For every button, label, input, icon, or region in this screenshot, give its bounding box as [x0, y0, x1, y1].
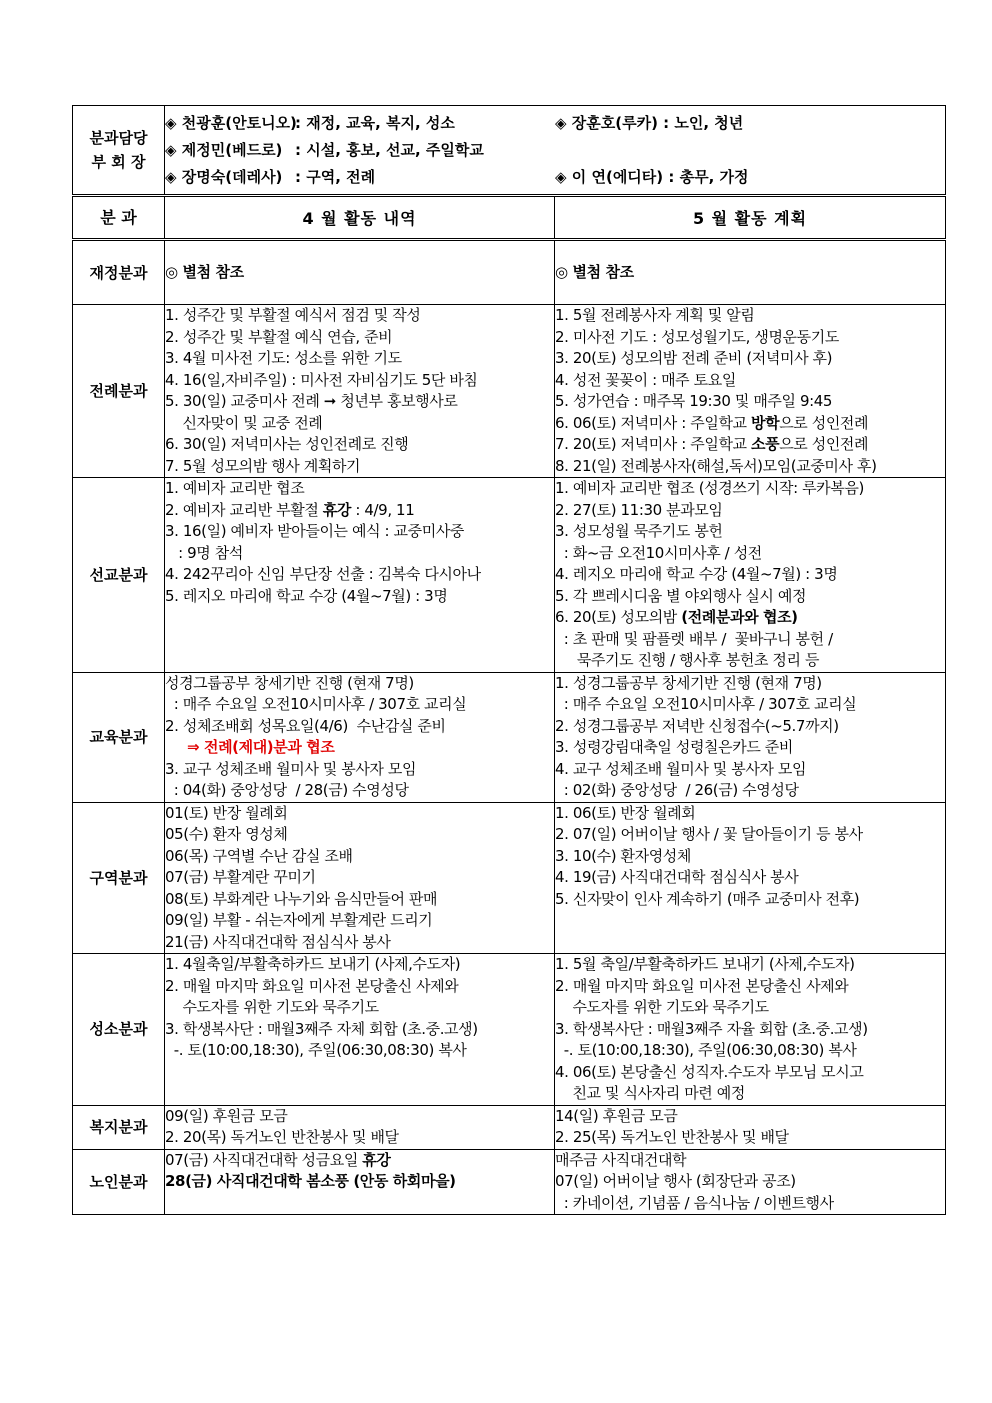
may-cell [555, 802, 946, 954]
text-line: 4. 06(토) 본당출신 성직자.수도자 부모님 모시고 [555, 1062, 864, 1081]
text-line: 2. 27(토) 11:30 분과모임 [555, 500, 723, 519]
officers-list [165, 106, 946, 196]
text-line: : 매주 수요일 오전10시미사후 / 307호 교리실 [555, 695, 857, 713]
text-line: 05(수) 환자 영성체 [165, 825, 288, 843]
text-line: 1. 06(토) 반장 월례회 [555, 803, 696, 822]
text-line: 7. 5월 성모의밤 행사 계획하기 [165, 456, 361, 475]
officers-row [73, 106, 946, 196]
officers-label [73, 106, 165, 196]
officer-row-2 [165, 137, 945, 164]
bold-part: 휴강 [362, 1150, 391, 1169]
text-line: 4. 16(일,자비주일) : 미사전 자비심기도 5단 바침 [165, 370, 478, 389]
division-label: 노인분과 [73, 1149, 165, 1215]
text-line: 09(일) 후원금 모금 [165, 1106, 288, 1125]
officer-name: ◈ 제정민(베드로) [165, 140, 283, 159]
text-line: 2. 성경그룹공부 저녁반 신청접수(~5.7까지) [555, 716, 839, 735]
officer-duty: : 시설, 홍보, 선교, 주일학교 [295, 140, 484, 159]
april-cell [165, 1149, 555, 1215]
may-cell [555, 240, 946, 305]
text-line: 2. 25(목) 독거노인 반찬봉사 및 배달 [555, 1128, 789, 1146]
text-line: 1. 예비자 교리반 협조 [165, 479, 305, 497]
text-line: 07(일) 어버이날 행사 (회장단과 공조) [555, 1172, 796, 1190]
text-line: : 매주 수요일 오전10시미사후 / 307호 교리실 [165, 695, 467, 713]
bold-part: (전례분과와 협조) [681, 608, 798, 626]
text-line: 5. 30(일) 교중미사 전례 ➞ 청년부 홍보행사로 [165, 392, 458, 410]
may-cell [555, 478, 946, 673]
april-cell [165, 478, 555, 673]
text-line: 3. 성모성월 묵주기도 봉헌 [555, 522, 723, 540]
row-finance [73, 240, 946, 305]
officer-row-3 [165, 164, 945, 191]
may-cell [555, 672, 946, 802]
text-line: 매주금 사직대건대학 [555, 1150, 687, 1169]
text-line: 28(금) 사직대건대학 봄소풍 (안동 하회마을) [165, 1172, 456, 1190]
text-part: 으로 성인전례 [779, 435, 869, 453]
text-line: : 02(화) 중앙성당 / 26(금) 수영성당 [555, 781, 799, 799]
text-line: 3. 20(토) 성모의밤 전례 준비 (저녁미사 후) [555, 349, 833, 367]
text-line: 3. 성령강림대축일 성령칠은카드 준비 [555, 738, 793, 756]
text-line: 21(금) 사직대건대학 점심식사 봉사 [165, 932, 391, 951]
division-label: 전례분과 [73, 305, 165, 478]
division-label: 교육분과 [73, 672, 165, 802]
text-line: 2. 매월 마지막 화요일 미사전 본당출신 사제와 [165, 976, 459, 995]
officer-row-1 [165, 110, 945, 137]
text-part: 으로 성인전례 [779, 413, 869, 432]
text-line: 2. 07(일) 어버이날 행사 / 꽃 달아들이기 등 봉사 [555, 825, 863, 843]
text-line: 2. 20(목) 독거노인 반찬봉사 및 배달 [165, 1128, 399, 1146]
text-line: 3. 10(수) 환자영성체 [555, 846, 691, 865]
text-line: 09(일) 부활 - 쉬는자에게 부활계란 드리기 [165, 911, 433, 929]
row-liturgy [73, 305, 946, 478]
row-mission [73, 478, 946, 673]
row-education [73, 672, 946, 802]
text-line: 묵주기도 진행 / 행사후 봉헌초 정리 등 [555, 651, 820, 669]
text-line: 2. 미사전 기도 : 성모성월기도, 생명운동기도 [555, 327, 839, 346]
text-line: 4. 레지오 마리애 학교 수강 (4월~7월) : 3명 [555, 565, 838, 583]
text-line: : 9명 참석 [165, 543, 243, 562]
text-line: 2. 성체조배회 성목요일(4/6) 수난감실 준비 [165, 716, 446, 735]
text-line: 6. 30(일) 저녁미사는 성인전례로 진행 [165, 435, 409, 453]
bold-part: 휴강 [322, 500, 351, 519]
text-line: 8. 21(일) 전례봉사자(해설,독서)모임(교중미사 후) [555, 456, 877, 475]
header-division: 분 과 [73, 196, 165, 240]
officer-right: ◈ 이 연(에디타) : 총무, 가정 [555, 167, 749, 186]
text-line [555, 413, 945, 435]
text-line: 3. 학생복사단 : 매월3째주 자율 회합 (초.중.고생) [555, 1019, 868, 1038]
text-line: 3. 학생복사단 : 매월3째주 자체 회합 (초.중.고생) [165, 1019, 478, 1038]
text-line: : 화~금 오전10시미사후 / 성전 [555, 543, 762, 562]
officers-label-line2: 부 회 장 [91, 153, 146, 171]
division-label: 성소분과 [73, 954, 165, 1106]
row-welfare [73, 1105, 946, 1149]
header-april: 4 월 활동 내역 [165, 196, 555, 240]
text-line: 5. 성가연습 : 매주목 19:30 및 매주일 9:45 [555, 392, 833, 410]
text-line [165, 1150, 554, 1172]
text-line: 수도자를 위한 기도와 묵주기도 [165, 998, 379, 1016]
text-line: 3. 16(일) 예비자 받아들이는 예식 : 교중미사중 [165, 522, 465, 540]
text-line: -. 토(10:00,18:30), 주일(06:30,08:30) 복사 [165, 1041, 467, 1059]
row-elderly [73, 1149, 946, 1215]
division-label: 선교분과 [73, 478, 165, 673]
text-line [555, 434, 945, 456]
bold-part: 소풍 [751, 435, 780, 453]
text-line: 5. 각 쁘레시디움 별 야외행사 실시 예정 [555, 586, 807, 605]
officer-name: ◈ 천광훈(안토니오) [165, 113, 297, 132]
text-line: 1. 5월 전례봉사자 계획 및 알림 [555, 306, 755, 324]
officers-label-line1: 분과담당 [89, 129, 148, 147]
text-line [555, 607, 945, 629]
header-may: 5 월 활동 계획 [555, 196, 946, 240]
text-part: 6. 06(토) 저녁미사 : 주일학교 [555, 413, 752, 432]
may-cell [555, 305, 946, 478]
activity-report-table [72, 105, 946, 1215]
text-line: 14(일) 후원금 모금 [555, 1106, 678, 1125]
officer-name: ◈ 장명숙(데레사) [165, 167, 283, 186]
text-line: 01(토) 반장 월례회 [165, 803, 288, 822]
text-line: 5. 레지오 마리애 학교 수강 (4월~7월) : 3명 [165, 586, 448, 605]
text-line: 수도자를 위한 기도와 묵주기도 [555, 998, 769, 1016]
text-line: 3. 4월 미사전 기도: 성소를 위한 기도 [165, 349, 402, 367]
text-line: ◎ 별첨 참조 [555, 262, 634, 281]
text-line: 친교 및 식사자리 마련 예정 [555, 1084, 745, 1102]
header-row [73, 196, 946, 240]
text-line: 4. 교구 성체조배 월미사 및 봉사자 모임 [555, 759, 807, 778]
text-line: 2. 매월 마지막 화요일 미사전 본당출신 사제와 [555, 976, 849, 995]
text-line: : 04(화) 중앙성당 / 28(금) 수영성당 [165, 781, 409, 799]
text-line: 1. 성경그룹공부 창세기반 진행 (현재 7명) [555, 673, 822, 692]
text-line: 2. 성주간 및 부활절 예식 연습, 준비 [165, 327, 393, 346]
text-line [165, 500, 554, 522]
may-cell [555, 954, 946, 1106]
text-line: 4. 242꾸리아 신임 부단장 선출 : 김복숙 다시아나 [165, 565, 481, 583]
text-part: 2. 예비자 교리반 부활절 [165, 500, 323, 519]
bold-part: 방학 [751, 413, 780, 432]
text-line: 4. 성전 꽃꽂이 : 매주 토요일 [555, 370, 736, 389]
text-line: : 카네이션, 기념품 / 음식나눔 / 이벤트행사 [555, 1193, 834, 1212]
officer-right: ◈ 장훈호(루카) : 노인, 청년 [555, 113, 744, 132]
text-line: 1. 예비자 교리반 협조 (성경쓰기 시작: 루카복음) [555, 479, 864, 497]
text-part: 7. 20(토) 저녁미사 : 주일학교 [555, 435, 752, 453]
division-label: 재정분과 [73, 240, 165, 305]
text-line: 성경그룹공부 창세기반 진행 (현재 7명) [165, 673, 414, 692]
row-district [73, 802, 946, 954]
text-line: 06(목) 구역별 수난 감실 조배 [165, 846, 353, 865]
april-cell [165, 672, 555, 802]
text-line: 1. 성주간 및 부활절 예식서 점검 및 작성 [165, 306, 421, 324]
may-cell [555, 1149, 946, 1215]
april-cell [165, 305, 555, 478]
row-vocation [73, 954, 946, 1106]
highlight-line: ⇒ 전례(제대)분과 협조 [187, 738, 335, 756]
officer-duty: : 구역, 전례 [295, 167, 376, 186]
text-line: 4. 19(금) 사직대건대학 점심식사 봉사 [555, 868, 799, 886]
text-part: 6. 20(토) 성모의밤 [555, 608, 682, 626]
text-line: 5. 신자맞이 인사 계속하기 (매주 교중미사 전후) [555, 889, 860, 908]
division-label: 구역분과 [73, 802, 165, 954]
text-line: ◎ 별첨 참조 [165, 262, 244, 281]
april-cell [165, 954, 555, 1106]
text-line: -. 토(10:00,18:30), 주일(06:30,08:30) 복사 [555, 1041, 857, 1059]
text-line: 08(토) 부화계란 나누기와 음식만들어 판매 [165, 889, 438, 908]
april-cell [165, 802, 555, 954]
text-part: : 4/9, 11 [350, 500, 415, 519]
text-line: : 초 판매 및 팜플렛 배부 / 꽃바구니 봉헌 / [555, 629, 833, 648]
text-line: 1. 5월 축일/부활축하카드 보내기 (사제,수도자) [555, 955, 855, 973]
text-part: 07(금) 사직대건대학 성금요일 [165, 1150, 363, 1169]
officer-duty: : 재정, 교육, 복지, 성소 [295, 113, 455, 132]
may-cell [555, 1105, 946, 1149]
text-line: 3. 교구 성체조배 월미사 및 봉사자 모임 [165, 759, 417, 778]
text-line: 07(금) 부활계란 꾸미기 [165, 868, 316, 886]
april-cell [165, 240, 555, 305]
division-label: 복지분과 [73, 1105, 165, 1149]
april-cell [165, 1105, 555, 1149]
text-line: 1. 4월축일/부활축하카드 보내기 (사제,수도자) [165, 955, 461, 973]
text-line: 신자맞이 및 교중 전례 [165, 413, 323, 432]
